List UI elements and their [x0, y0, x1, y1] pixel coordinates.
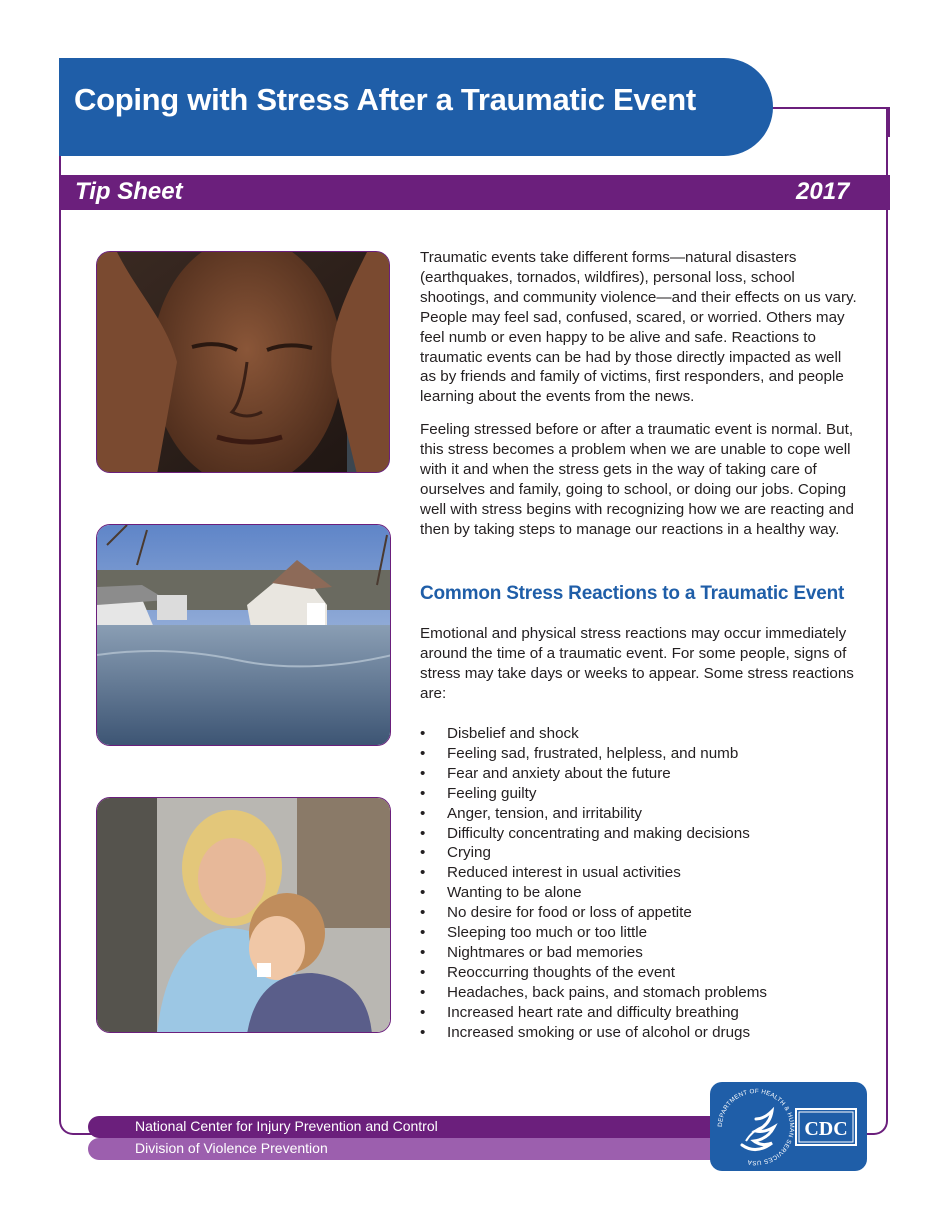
- flooded-houses-illustration: [97, 525, 391, 746]
- intro-paragraph: Traumatic events take different forms—natural disasters (earthquakes, tornados, wildfires), personal loss, school shootings, and community violence—and their effects on us vary. People may feel sad, confused, scared, or worried. Others may feel numb or even happy to be alive and safe. Reactions to traumatic events can be had by those directly impacted as well as by friends and family of victims, first responders, and people learning about the events from the news.: [420, 249, 857, 406]
- cdc-logo-icon: [795, 1108, 857, 1146]
- cdc-logo-text: CDC: [804, 1118, 848, 1140]
- list-item: [420, 843, 860, 863]
- list-item-text: Wanting to be alone: [447, 884, 582, 902]
- stress-paragraph: Feeling stressed before or after a traumatic event is normal. But, this stress becomes a problem when we are unable to cope well with it and when the stress gets in the way of taking care of ourselves and family, going to school, or doing our jobs. Coping well with stress begins with recognizing how we are reacting and then by taking steps to manage our reactions in a healthy way.: [420, 421, 854, 538]
- footer-center-name: National Center for Injury Prevention and Control: [135, 1118, 438, 1134]
- page-title: Coping with Stress After a Traumatic Event: [74, 82, 696, 117]
- bullet-icon: •: [420, 963, 426, 981]
- list-item-text: Anger, tension, and irritability: [447, 804, 643, 822]
- list-item: [420, 903, 860, 923]
- list-item: [420, 983, 860, 1003]
- list-item-text: Fear and anxiety about the future: [447, 764, 671, 782]
- list-item: [420, 784, 860, 804]
- list-item-text: Reoccurring thoughts of the event: [447, 963, 675, 981]
- list-item-text: Increased heart rate and difficulty breathing: [447, 1003, 739, 1021]
- tip-sheet-bar: [59, 175, 890, 210]
- list-item: [420, 804, 860, 824]
- bullet-icon: •: [420, 844, 426, 862]
- list-item-text: No desire for food or loss of appetite: [447, 904, 692, 922]
- bullet-icon: •: [420, 904, 426, 922]
- frame-top-line: [770, 107, 890, 109]
- bullet-icon: •: [420, 1003, 426, 1021]
- bullet-icon: •: [420, 1023, 426, 1041]
- hhs-seal-icon: [712, 1083, 800, 1171]
- bullet-icon: •: [420, 864, 426, 882]
- frame-right-line: [888, 107, 890, 137]
- list-item-text: Difficulty concentrating and making decisions: [447, 824, 750, 842]
- list-item-text: Increased smoking or use of alcohol or drugs: [447, 1023, 751, 1041]
- list-item-text: Feeling sad, frustrated, helpless, and numb: [447, 744, 739, 762]
- list-item-text: Sleeping too much or too little: [447, 924, 648, 942]
- svg-text:DEPARTMENT OF HEALTH & HUMAN S: [717, 1088, 795, 1166]
- list-item-text: Feeling guilty: [447, 784, 537, 802]
- tip-sheet-year: 2017: [796, 178, 850, 205]
- list-item: [420, 744, 860, 764]
- list-item: [420, 883, 860, 903]
- bullet-icon: •: [420, 764, 426, 782]
- list-item: [420, 724, 860, 744]
- stress-reactions-list: [420, 724, 860, 1043]
- list-item-text: Reduced interest in usual activities: [447, 864, 681, 882]
- list-item: [420, 1003, 860, 1023]
- bullet-icon: •: [420, 784, 426, 802]
- list-item: [420, 1023, 860, 1043]
- bullet-icon: •: [420, 744, 426, 762]
- section-heading: Common Stress Reactions to a Traumatic Event: [420, 583, 845, 604]
- bullet-icon: •: [420, 884, 426, 902]
- bullet-icon: •: [420, 804, 426, 822]
- mother-child-illustration: [97, 798, 391, 1033]
- list-item: [420, 963, 860, 983]
- stressed-man-photo: [96, 251, 390, 473]
- bullet-icon: •: [420, 725, 426, 742]
- flooded-houses-photo: [96, 524, 391, 746]
- list-item: [420, 863, 860, 883]
- list-item: [420, 943, 860, 963]
- mother-child-photo: [96, 797, 391, 1033]
- list-item-text: Nightmares or bad memories: [447, 943, 643, 961]
- list-item: [420, 824, 860, 844]
- cdc-logo: [795, 1108, 857, 1146]
- list-item-text: Disbelief and shock: [447, 725, 579, 742]
- list-item: [420, 923, 860, 943]
- section-intro-paragraph: Emotional and physical stress reactions may occur immediately around the time of a traumatic event. For some people, signs of stress may take days or weeks to appear. Some stress reactions are:: [420, 625, 854, 702]
- tip-sheet-label: Tip Sheet: [75, 178, 183, 205]
- footer-division-name: Division of Violence Prevention: [135, 1140, 328, 1156]
- list-item-text: Headaches, back pains, and stomach problems: [447, 983, 767, 1001]
- bullet-icon: •: [420, 924, 426, 942]
- list-item: [420, 764, 860, 784]
- list-item-text: Crying: [447, 844, 491, 862]
- seal-text: DEPARTMENT OF HEALTH & HUMAN SERVICES USA: [716, 1087, 796, 1167]
- bullet-icon: •: [420, 983, 426, 1001]
- bullet-icon: •: [420, 943, 426, 961]
- bullet-icon: •: [420, 824, 426, 842]
- stressed-man-illustration: [97, 252, 390, 473]
